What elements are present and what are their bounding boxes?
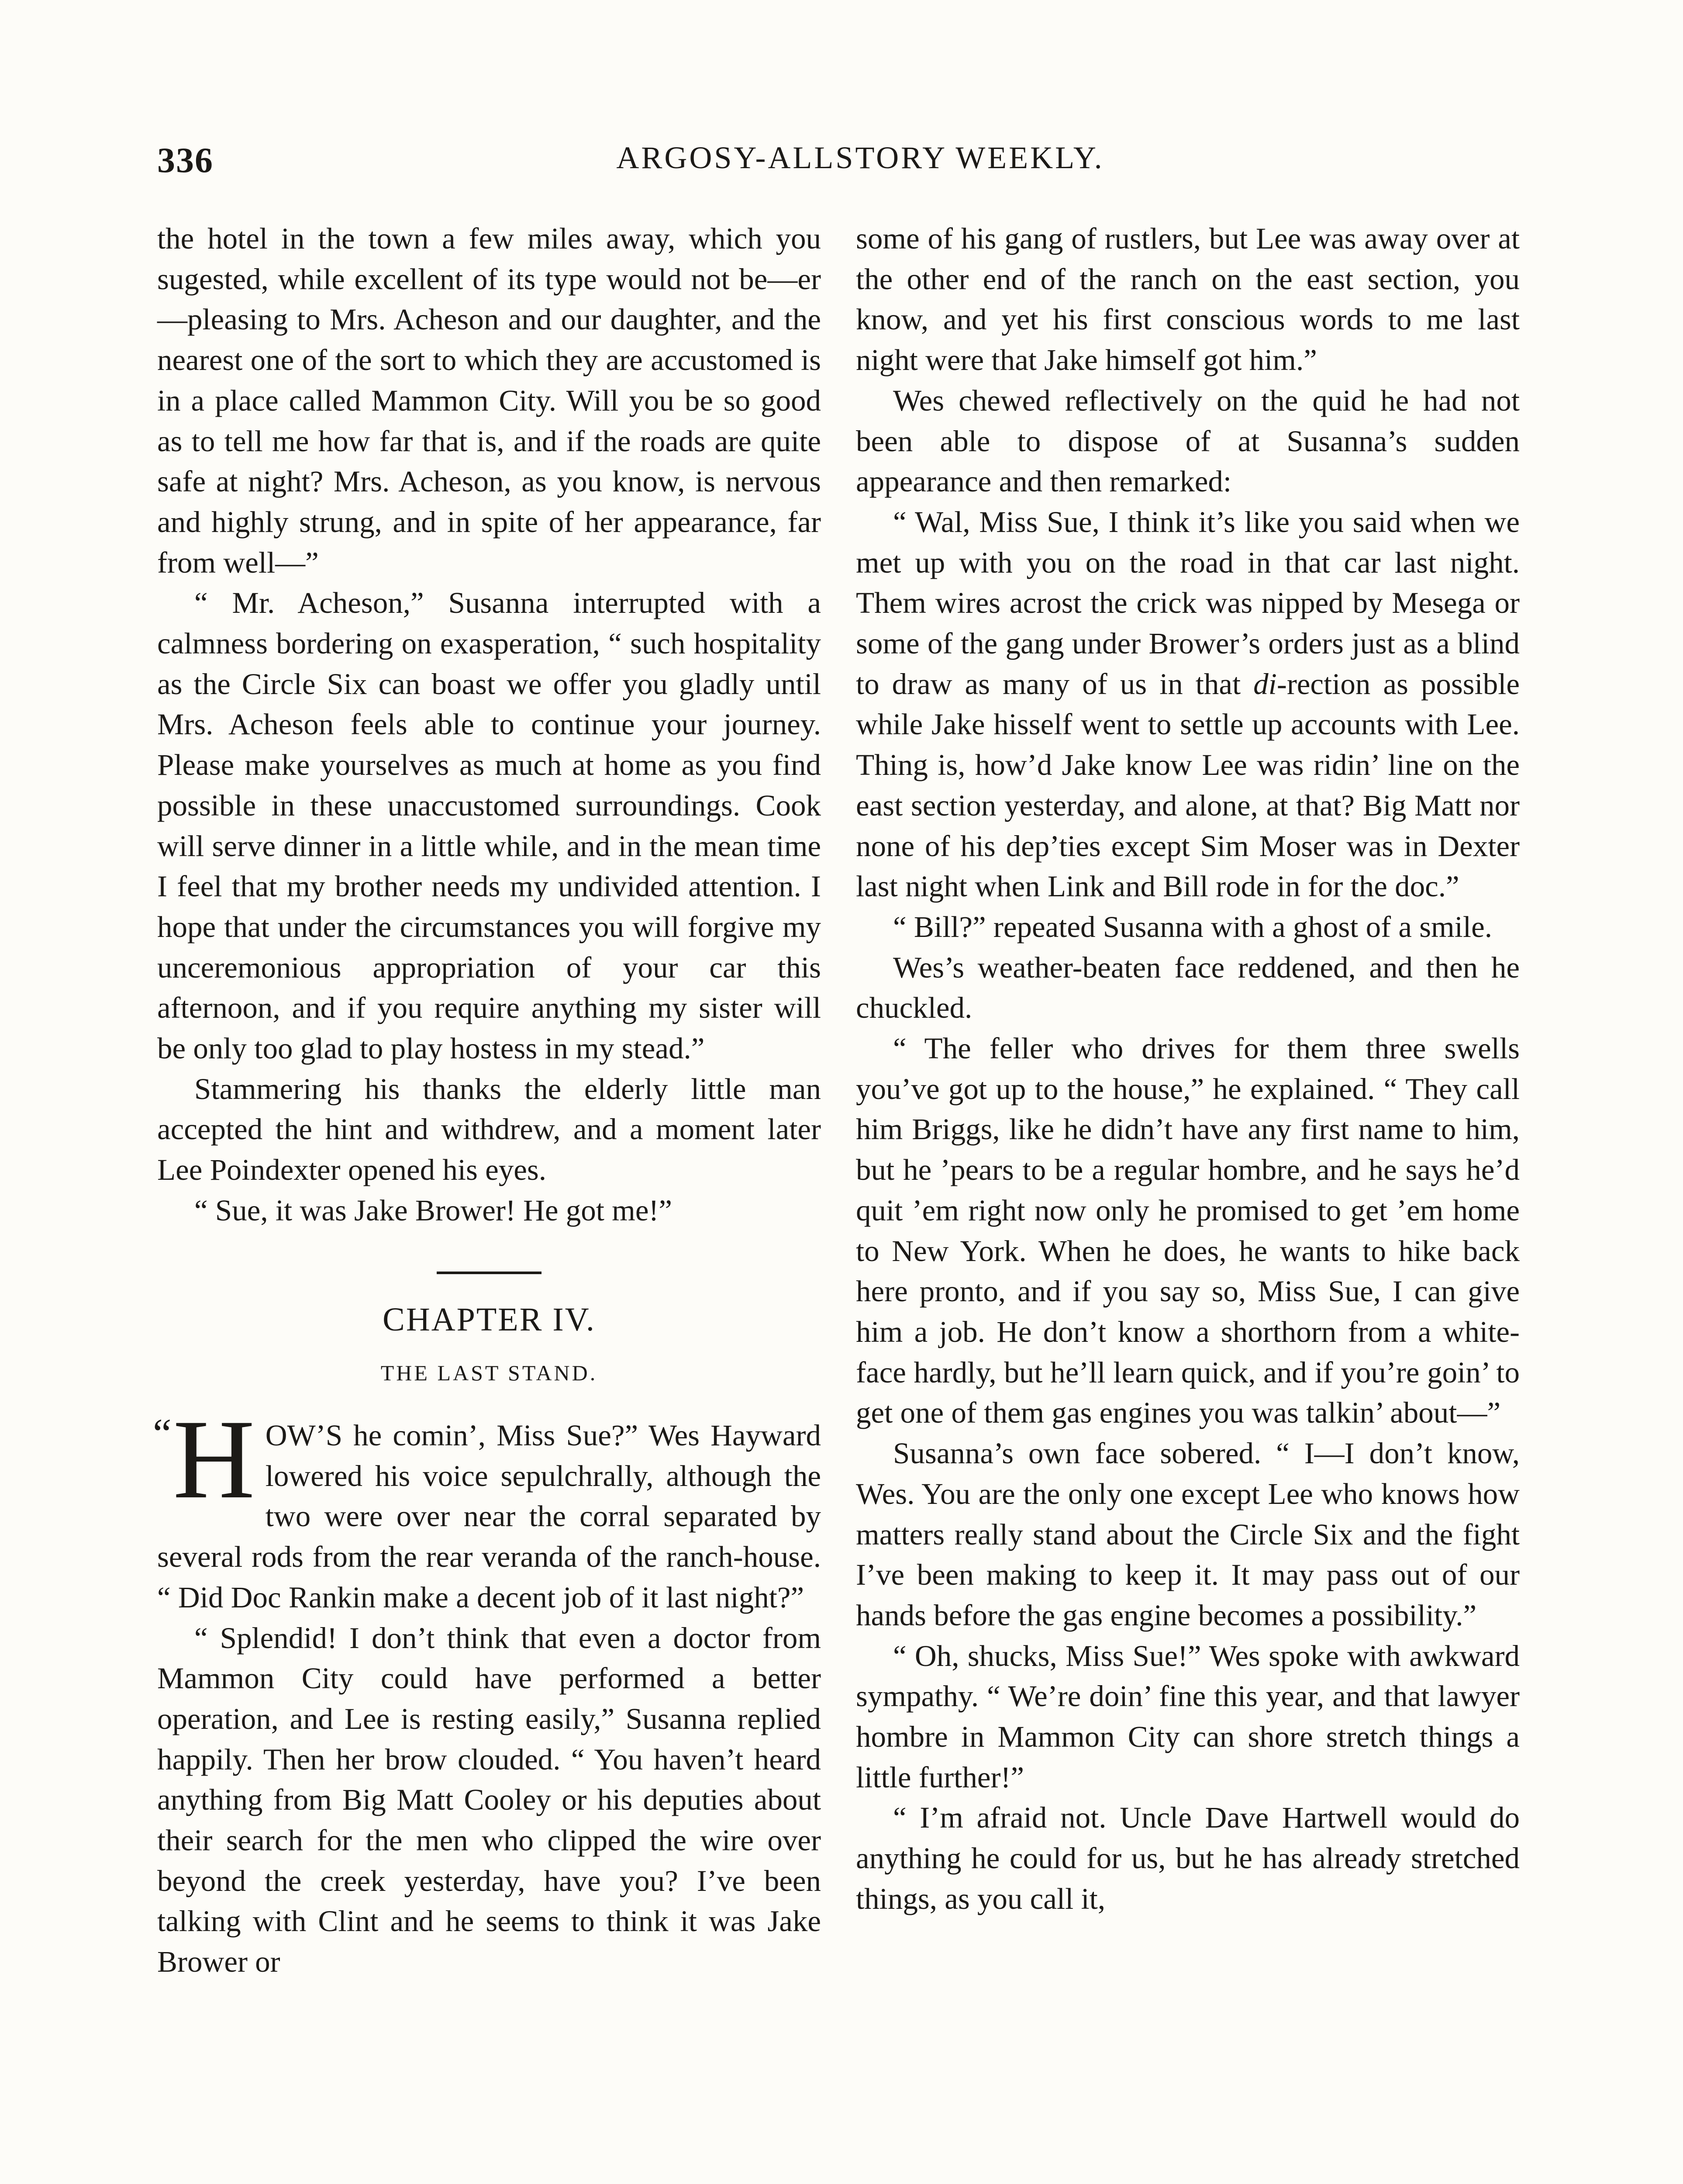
page-header xyxy=(157,140,1563,192)
running-head: ARGOSY-ALLSTORY WEEKLY. xyxy=(616,140,1104,175)
chapter-opening-paragraph xyxy=(153,1396,821,1618)
paragraph: some of his gang of rustlers, but Lee was away over at the other end of the ranch on the east section, you know, and yet his first conscious words to me last night were that Jake himself got him.” xyxy=(856,222,1520,377)
paragraph: “ Oh, shucks, Miss Sue!” Wes spoke with awkward sympathy. “ We’re doin’ fine this year, and that lawyer hombre in Mammon City can shore stretch things a little further!” xyxy=(856,1639,1520,1794)
paragraph-text: rection as possible while Jake hisself went to settle up accounts with Lee. Thing is, how’d Jake know Lee was ridin’ line on the east section yesterday, and alone, at that? Big Matt nor none of his dep’ties except Sim Moser was in Dexter last night when Link and Bill rode in for the doc.” xyxy=(856,667,1520,903)
paragraph: the hotel in the town a few miles away, which you sugested, while excellent of its type would not be—er—pleasing to Mrs. Acheson and our daughter, and the nearest one of the sort to which they are accustomed is in a place called Mammon City. Will you be so good as to tell me how far that is, and if the roads are quite safe at night? Mrs. Acheson, as you know, is nervous and highly strung, and in spite of her appearance, far from well—” xyxy=(157,222,821,579)
paragraph: Stammering his thanks the elderly little man accepted the hint and withdrew, and a moment later Lee Poindexter opened his eyes. xyxy=(157,1072,821,1187)
paragraph: “ The feller who drives for them three swells you’ve got up to the house,” he explained. “ They call him Briggs, like he didn’t have any first name to him, but he ’pears to be a regular hombre, and he says he’d quit ’em right now only he promised to get ’em home to New York. When he does, he wants to hike back here pronto, and if you say so, Miss Sue, I can give him a job. He don’t know a shorthorn from a white-face hardly, but he’ll learn quick, and if you’re goin’ to get one of them gas engines you was talkin’ about—” xyxy=(856,1032,1520,1430)
paragraph: “ Mr. Acheson,” Susanna interrupted with a calmness bordering on exasperation, “ such hospitality as the Circle Six can boast we offer you gladly until Mrs. Acheson feels able to continue your journey. Please make yourselves as much at home as you find possible in these unaccustomed surroundings. Cook will serve dinner in a little while, and in the mean time I feel that my brother needs my undivided attention. I hope that under the circumstances you will forgive my unceremonious appropriation of your car this afternoon, and if you require anything my sister will be only too glad to play hostess in my stead.” xyxy=(157,586,821,1065)
drop-cap-letter: H xyxy=(173,1396,255,1522)
italic-text: di- xyxy=(1253,667,1287,701)
paragraph: “ I’m afraid not. Uncle Dave Hartwell would do anything he could for us, but he has already stretched things, as you call it, xyxy=(856,1801,1520,1915)
right-column xyxy=(856,218,1520,1919)
paragraph-text: “ Wal, Miss Sue, I think it’s like you said when we met up with you on the road in that car last night. Them wires acrost the crick was nipped by Mesega or some of the gang under Brower’s orders just as a blind to draw as many of us in that xyxy=(856,505,1520,701)
chapter-title: CHAPTER IV. xyxy=(383,1301,596,1338)
paragraph-text: OW’S he comin’, Miss Sue?” Wes Hayward lowered his voice sepulchrally, although the two were over near the corral separated by several rods from the rear veranda of the ranch-house. “ Did Doc Rankin make a decent job of it last night?” xyxy=(157,1418,821,1614)
chapter-subtitle: THE LAST STAND. xyxy=(380,1361,598,1386)
drop-cap-quote: “ xyxy=(153,1410,172,1457)
page-number: 336 xyxy=(157,140,214,180)
paragraph: “ Bill?” repeated Susanna with a ghost of a smile. xyxy=(893,910,1492,943)
paragraph: Susanna’s own face sobered. “ I—I don’t know, Wes. You are the only one except Lee who knows how matters really stand about the Circle Six and the fight I’ve been making to keep it. It may pass out of our hands before the gas engine becomes a possibility.” xyxy=(856,1437,1520,1632)
paragraph: Wes chewed reflectively on the quid he had not been able to dispose of at Susanna’s sudden appearance and then remarked: xyxy=(856,384,1520,498)
left-column xyxy=(153,218,821,1982)
paragraph: Wes’s weather-beaten face reddened, and then he chuckled. xyxy=(856,950,1520,1025)
paragraph: “ Sue, it was Jake Brower! He got me!” xyxy=(194,1193,673,1227)
paragraph xyxy=(856,502,1520,907)
chapter-divider-rule xyxy=(437,1272,541,1274)
paragraph: “ Splendid! I don’t think that even a doctor from Mammon City could have performed a better operation, and Lee is resting easily,” Susanna replied happily. Then her brow clouded. “ You haven’t heard anything from Big Matt Cooley or his deputies about their search for the men who clipped the wire over beyond the creek yesterday, have you? I’ve been talking with Clint and he seems to think it was Jake Brower or xyxy=(157,1621,821,1979)
